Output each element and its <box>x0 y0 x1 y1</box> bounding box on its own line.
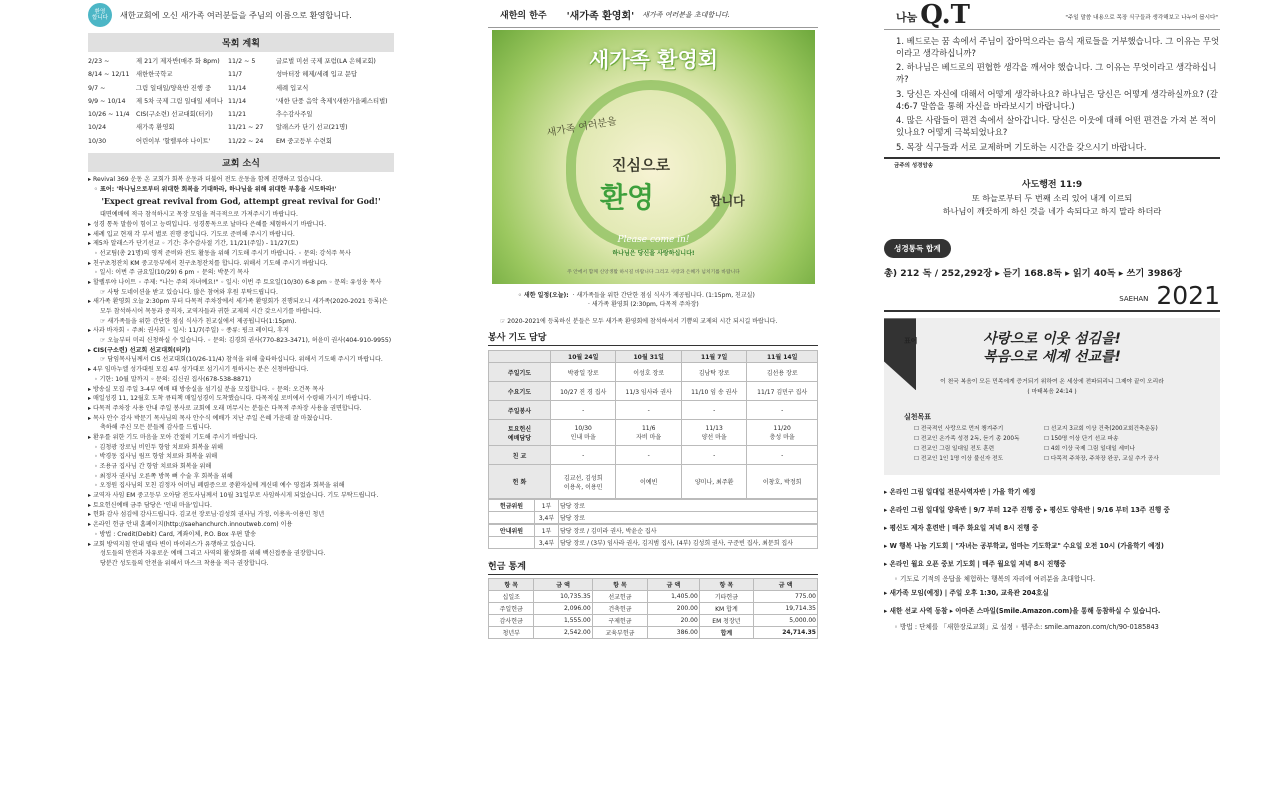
offering-cell: 주일헌금 <box>489 603 534 615</box>
schedule-cell: 새한한국학교 <box>136 71 173 79</box>
news-item: ▸ 온라인 헌금 안내 홈페이지(http://saehanchurch.innoutweb.com) 이용 <box>88 521 293 529</box>
offering-cell: 감사헌금 <box>489 615 534 627</box>
offering-title: 헌금 통계 <box>488 557 818 575</box>
usher-row-cell <box>489 537 535 549</box>
registration-item: ▸ 새가족 모임(예정) | 주일 오후 1:30, 교육관 204호실 <box>884 589 1049 598</box>
duty-cell: - <box>616 446 682 465</box>
news-item: ◦ 방법 : Credit(Debit) Card, 계좌이체, P.O. Box 우편 발송 <box>94 530 257 538</box>
offering-cell: 200.00 <box>648 603 700 615</box>
duty-header: 10월 31일 <box>616 351 682 363</box>
poster-script: Please come in! <box>617 235 690 245</box>
duty-cell: 토요헌신 예배담당 <box>489 420 551 446</box>
news-item: ▸ 사과 바자회 ◦ 주최: 권사회 ◦ 일시: 11/7(주일) ◦ 종류: 핑크 레이디, 후지 <box>88 327 289 335</box>
bulletin-right-column <box>884 0 1220 633</box>
news-item: ▸ 할렐루야 나이트 ◦ 주제: "나는 주의 자녀예요!" ◦ 일시: 이번 주 토요일(10/30) 6-8 pm ◦ 문의: 유성웅 목사 <box>88 278 382 286</box>
goal-item <box>1044 424 1159 434</box>
goal-text: 전교인 그림 일대일 전도 훈련 <box>920 446 995 453</box>
offering-cell: 기타헌금 <box>699 591 753 603</box>
schedule-cell: 추수감사주일 <box>275 111 313 119</box>
offering-cell: 5,000.00 <box>754 615 818 627</box>
duty-cell: - <box>551 401 616 420</box>
duty-cell: 11/17 김민구 집사 <box>747 382 818 401</box>
news-item: ◦ 일시: 이번 주 금요일(10/29) 6 pm ◦ 문의: 박문기 목사 <box>94 269 249 277</box>
news-item: ◦ 김청광 장로님 비인두 항암 치료와 회복을 위해 <box>94 443 223 451</box>
duty-cell: 이성호 장로 <box>616 363 682 382</box>
reading-badge: 성경통독 합계 <box>884 239 951 258</box>
news-item: ◦ 선교팀(총 21명)의 영적 준비와 전도 활동을 위해 기도해 주시기 바랍니다. ◦ 문의: 강석주 목사 <box>94 249 351 257</box>
offering-cell: 2,096.00 <box>534 603 592 615</box>
goal-item <box>914 444 1019 454</box>
news-item: ◦ 기한: 10월 말까지 ◦ 문의: 김신권 집사(678-538-8871) <box>94 375 252 383</box>
poster-line4: 합니다 <box>710 194 745 208</box>
schedule-row <box>88 95 394 108</box>
schedule-cell: 성마터장 헤제/세례 입교 문답 <box>275 71 358 79</box>
registration-item: ▸ W 행복 나눔 기도회 | "자녀는 공부학교, 엄마는 기도학교" 수요일 오전 10시 (가을학기 예정) <box>884 541 1164 550</box>
schedule-cell: 11/21 <box>227 111 247 119</box>
duty-cell: 11/3 임사라 권사 <box>616 382 682 401</box>
offering-header: 항 목 <box>489 579 534 591</box>
usher-row-cell: 3,4부 <box>535 537 559 549</box>
registration-item: ▸ 평신도 제자 훈련반 | 매주 화요일 저녁 8시 진행 중 <box>884 523 1039 532</box>
news-item: ☞ 사탕 도네이션을 받고 있습니다. 많은 참여와 후원 부탁드립니다. <box>100 288 278 296</box>
schedule-cell: 어린이부 '할렐루야 나이트' <box>136 137 211 145</box>
usher-row-cell: 담당 장로 / (3부) 임사라 권사, 김지범 집사, (4부) 김성희 권사, 구준빈 집사, 최문희 집사 <box>559 537 818 549</box>
usher-row-cell: 담당 장로 / 김미라 권사, 박윤순 집사 <box>559 525 818 537</box>
news-item: ◦ 박경동 집사님 림프 항암 치료와 회복을 위해 <box>94 453 218 461</box>
news-item: ▸ Revival 369 운동 온 교회가 회복 운동과 더불어 전도 운동을 함께 진행하고 있습니다. <box>88 176 323 184</box>
goal-item <box>914 454 1019 464</box>
schedule-cell: 그림 일대일/양육반 진행 중 <box>136 84 212 92</box>
goal-text: 전교인 1인 1명 이상 불신자 전도 <box>920 456 1004 463</box>
news-item: ◦ 조용규 집사님 간 항암 치료와 회복을 위해 <box>94 463 212 471</box>
schedule-cell: 글로벌 미션 국제 포럼(LA 은혜교회) <box>275 58 376 65</box>
offering-header: 항 목 <box>699 579 753 591</box>
schedule-cell: 세례 입교식 <box>275 84 309 92</box>
news-item: ▸ 헌화 감사 섬김에 감사드립니다. 김교선 장로님·김성희 권사님 가정, 이용옥·이용민 청년 <box>88 511 325 519</box>
duty-header: 11월 7일 <box>681 351 746 363</box>
goal-text: 전교인 온가족 성경 2독, 듣기 총 200독 <box>920 436 1020 443</box>
verse-label: 금주의 성경암송 <box>894 163 934 170</box>
offering-cell: 24,714.35 <box>754 627 818 639</box>
news-item: 모두 참석하시어 목동과 중직자, 교역자들과 귀한 교제의 시간 갖으시기를 바랍니다. <box>100 308 322 316</box>
schedule-cell: 11/14 <box>227 84 247 92</box>
goal-text: 4회 이상 국제 그림 일대일 세미나 <box>1050 446 1136 453</box>
qt-label: 나눔 <box>896 11 918 24</box>
duty-cell: 이예빈 <box>616 465 682 499</box>
offering-cell: 10,735.35 <box>534 591 592 603</box>
offering-row <box>489 615 818 627</box>
news-item: ▸ 친구초청잔치 KM 중고등부에서 친구초청잔치를 합니다. 위해서 기도해 주시기 바랍니다. <box>88 259 328 267</box>
verse-ref: 사도행전 11:9 <box>1021 180 1083 191</box>
duty-cell: 이창호, 박정희 <box>747 465 818 499</box>
news-item: ▸ 교회 방역지침 안내 델타 변이 바이러스가 유행하고 있습니다. <box>88 540 256 548</box>
year-label: 2021 <box>1156 281 1220 311</box>
duty-row <box>489 363 818 382</box>
registration-item: ▸ 온라인 그림 일대일 전문사역자반 | 가을 학기 예정 <box>884 488 1036 497</box>
news-item: ▸ 성경 통독 말씀이 힘이고 능력입니다. 성경통독으로 날마다 은혜를 체험하시기 바랍니다. <box>88 220 327 228</box>
schedule-cell: CIS(구소련) 선교대회(터키) <box>136 111 213 119</box>
duty-cell: 11/10 임 송 권사 <box>681 382 746 401</box>
usher-table <box>488 524 818 549</box>
offering-header: 금 액 <box>648 579 700 591</box>
offering-cell: 교육부헌금 <box>592 627 648 639</box>
goal-label: 실천목표 <box>904 413 932 422</box>
news-item: ☞ 담임목사님께서 CIS 선교대회(10/26-11/4) 참석을 위해 출타하십니다. 위해서 기도해 주시기 바랍니다. <box>100 356 383 364</box>
news-item: ▸ 환우를 위한 기도 마음을 모아 간절히 기도해 주시기 바랍니다. <box>88 433 258 441</box>
bulletin-middle-column <box>488 0 818 639</box>
offering-cell: EM 청장년 <box>699 615 753 627</box>
goal-text: 다목적 주차장, 주차장 완공, 교실 추가 공사 <box>1050 456 1159 463</box>
checkbox-icon: ☐ <box>914 446 921 453</box>
duty-cell: - <box>681 446 746 465</box>
offering-cell: 십일조 <box>489 591 534 603</box>
offering-cell: 1,405.00 <box>648 591 700 603</box>
news-item: ☞ 새가족들을 위한 간단한 점심 식사가 친교실에서 제공됩니다(1:15pm). <box>100 317 297 325</box>
checkbox-icon: ☐ <box>914 436 921 443</box>
goal-item <box>1044 434 1159 444</box>
news-item: ▸ 다목적 주차장 사용 안내 주일 봉사로 교회에 오래 머무시는 분들은 다목적 주차장 사용을 권면합니다. <box>88 404 362 412</box>
leader-row-cell: 담당 장로 <box>559 512 818 524</box>
offering-row <box>489 591 818 603</box>
duty-cell: - <box>681 401 746 420</box>
motto-line1: 사랑으로 이웃 섬김을! <box>983 331 1121 348</box>
poster-line3: 환영 <box>600 181 655 214</box>
schedule-cell: 11/14 <box>227 97 247 105</box>
offering-header: 금 액 <box>534 579 592 591</box>
schedule-cell: EM 중고등부 수련회 <box>275 137 332 145</box>
offering-cell: 19,714.35 <box>754 603 818 615</box>
memory-verse <box>884 157 1220 217</box>
schedule-cell: 제 5차 국제 그림 일대일 세미나 <box>136 97 224 105</box>
news-item: ▸ 방송실 모집 주일 3-4부 예배 때 방송실을 섬기실 분을 모집합니다. ◦ 문의: 오건목 목사 <box>88 385 325 393</box>
duty-row <box>489 382 818 401</box>
news-item: ▸ 새가족 환영회 오늘 2:30pm 부터 다목적 주차장에서 새가족 환영회가 진행되오니 새가족(2020-2021 등록)은 <box>88 298 388 306</box>
offering-cell: 1,555.00 <box>534 615 592 627</box>
duty-header: 10월 24일 <box>551 351 616 363</box>
reading-total: 총) 212 독 / 252,292장 ▸ 듣기 168.8독 ▸ 읽기 40독 ▸ 쓰기 3986장 <box>884 268 1182 280</box>
poster-line2: 진심으로 <box>612 156 670 174</box>
news-header: 교회 소식 <box>88 153 394 172</box>
schedule-row <box>88 121 394 134</box>
welcome-badge: 환영 합니다 <box>88 3 112 27</box>
goal-text: 선교지 3교회 이상 건축(200교회건축운동) <box>1050 426 1158 433</box>
offering-table <box>488 578 818 639</box>
motto-box <box>884 318 1220 475</box>
duty-header-row <box>489 351 818 363</box>
news-item: ▸ CIS(구소련) 선교회 선교대회(터키) <box>88 346 191 354</box>
offering-header-row <box>489 579 818 591</box>
offering-cell: 775.00 <box>754 591 818 603</box>
duty-cell: 김선용 장로 <box>747 363 818 382</box>
poster-line1: 새가족 여러분을 <box>545 115 618 140</box>
news-item: ▸ 세례 입교 현재 각 부서 별로 진행 중입니다. 기도로 준비해 주시기 바랍니다. <box>88 230 295 238</box>
motto-verse: 이 천국 복음이 모든 민족에게 증거되기 위하여 온 세상에 전파되리니 그제야 끝이 오리라 <box>940 379 1164 386</box>
news-item: 대면예배에 적극 참석하시고 목장 모임을 적극적으로 가져주시기 바랍니다. <box>100 211 298 219</box>
offering-cell: 선교헌금 <box>592 591 648 603</box>
qt-question: 2. 하나님은 베드로의 편협한 생각을 깨셔야 했습니다. 그 이유는 무엇이라고 생각하십니까? <box>896 62 1217 85</box>
offering-cell: KM 합계 <box>699 603 753 615</box>
schedule-cell: 알래스카 단기 선교(21명) <box>275 124 348 132</box>
schedule-cell: 새가족 환영회 <box>136 124 175 132</box>
usher-row <box>489 525 818 537</box>
duty-header <box>489 351 551 363</box>
welcome-row <box>88 0 394 30</box>
year-banner <box>884 283 1220 312</box>
news-item: ☞ 오늘부터 미리 신청하실 수 있습니다. ◦ 문의: 김경희 권사(770-823-3471), 허윤미 권사(404-910-9955) <box>100 337 392 345</box>
duty-table <box>488 350 818 499</box>
qt-question: 4. 많은 사람들이 편견 속에서 살아갑니다. 당신은 이웃에 대해 어떤 편견을 가져 본 적이 있나요? 어떻게 극복되었나요? <box>896 115 1217 137</box>
duty-cell: - <box>616 401 682 420</box>
leader-row-cell <box>489 512 535 524</box>
schedule-header: 목회 계획 <box>88 33 394 52</box>
offering-row <box>489 603 818 615</box>
qt-header <box>884 0 1220 30</box>
qt-sub: "주일 말씀 내용으로 목장 식구들과 생각해보고 나누어 봅시다" <box>1065 15 1218 21</box>
qt-question: 3. 당신은 자신에 대해서 어떻게 생각하나요? 하나님은 당신은 어떻게 생각하실까요? (갈4:6-7 말씀을 통해 자신을 바라보시기 바랍니다.) <box>896 88 1218 111</box>
today-label: ◦ 새한 일정(오늘): <box>518 292 569 299</box>
week-title-sub: 새가족 여러분을 초대합니다. <box>642 10 731 19</box>
news-item: ▸ 목사 안수 감사 박문기 목사님의 목사 안수식 예배가 지난 주일 은혜 가운데 잘 마쳤습니다. <box>88 414 333 422</box>
schedule-row <box>88 68 394 81</box>
schedule-row <box>88 108 394 121</box>
goal-item <box>1044 444 1159 454</box>
registration-item: ▸ 새한 선교 사역 동참 ▸ 아마존 스마일(Smile.Amazon.com)을 통해 동참하실 수 있습니다. <box>884 607 1161 616</box>
duty-title: 봉사 기도 담당 <box>488 328 818 346</box>
usher-row <box>489 537 818 549</box>
qt-questions <box>884 36 1220 153</box>
duty-cell: 주일기도 <box>489 363 551 382</box>
leader-row <box>489 500 818 512</box>
news-item: 성도들의 안전과 자유로운 예배 그리고 사역의 활성화를 위해 백신접종을 권장합니다. <box>100 550 326 558</box>
today-line2: · 새가족 환영회 (2:30pm, 다목적 주차장) <box>588 301 699 308</box>
schedule-table <box>88 55 394 148</box>
verse-line2: 하나님이 깨끗하게 하신 것을 네가 속되다고 하지 말라 하더라 <box>942 206 1162 217</box>
registration-item: ◦ 방법 : 단체를 「새한장로교회」로 설정 ◦ 웹주소: smile.amazon.com/ch/90-0185843 <box>894 622 1159 631</box>
qt-big: Q.T <box>920 0 971 30</box>
duty-cell: - <box>551 446 616 465</box>
welcome-text: 새한교회에 오신 새가족 여러분들을 주님의 이름으로 환영합니다. <box>120 9 352 20</box>
schedule-cell: 11/2 ~ 5 <box>227 58 256 65</box>
goal-item <box>1044 454 1159 464</box>
offering-cell: 청년부 <box>489 627 534 639</box>
qt-question: 5. 목장 식구들과 서로 교제하며 기도하는 시간을 갖으시기 바랍니다. <box>896 141 1147 152</box>
today-notice <box>518 291 818 309</box>
offering-cell: 386.00 <box>648 627 700 639</box>
today-line3: ☞ 2020-2021에 등록하신 분들은 모두 새가족 환영회에 참석하셔서 기쁨의 교제의 시간 되시길 바랍니다. <box>500 318 778 325</box>
checkbox-icon: ☐ <box>1044 446 1051 453</box>
leader-row <box>489 512 818 524</box>
registration-item: ▸ 온라인 월요 오픈 중보 기도회 | 매주 월요일 저녁 8시 진행중 <box>884 559 1067 568</box>
duty-row <box>489 420 818 446</box>
motto-label: 표어 <box>904 337 918 346</box>
duty-row <box>489 446 818 465</box>
schedule-row <box>88 55 394 68</box>
duty-cell: 김교선, 김성희 이용옥, 이용민 <box>551 465 616 499</box>
news-item: ▸ 토요헌신예배 금주 담당은 '인내 마을'입니다. <box>88 501 212 509</box>
schedule-cell: 10/30 <box>88 137 107 145</box>
schedule-cell: 10/24 <box>88 124 107 132</box>
duty-cell: 11/13 양선 마을 <box>681 420 746 446</box>
news-item: ◦ 오정원 집사님의 모친 김정자 어머님 폐렴증으로 중환자실에 계신데 예수 영접과 회복을 위해 <box>94 482 345 490</box>
checkbox-icon: ☐ <box>914 426 921 433</box>
saehan-label: SAEHAN <box>1119 295 1149 304</box>
duty-cell: 11/6 자비 마을 <box>616 420 682 446</box>
offering-cell: 2,542.00 <box>534 627 592 639</box>
checkbox-icon: ☐ <box>914 456 921 463</box>
checkbox-icon: ☐ <box>1044 426 1051 433</box>
schedule-cell: 10/26 ~ 11/4 <box>88 111 130 119</box>
duty-cell: - <box>747 401 818 420</box>
news-item: ▸ 매일성경 11, 12월호 도착 큐티책 매일성경이 도착했습니다. 다목적실 로비에서 수령해 가시기 바랍니다. <box>88 395 372 403</box>
leader-row-cell: 헌금위원 <box>489 500 535 512</box>
schedule-cell: 9/9 ~ 10/14 <box>88 97 126 105</box>
poster-bottom: 주 안에서 함께 신앙생활 하시길 바랍니다 그리고 사랑과 은혜가 넘치기를 바랍니다 <box>567 270 740 275</box>
leader-row-cell: 담당 장로 <box>559 500 818 512</box>
registration-item: ▸ 온라인 그림 일대일 양육반 | 9/7 부터 12주 진행 중 ▸ 평신도 양육반 | 9/16 부터 13주 진행 중 <box>884 506 1170 515</box>
schedule-cell: 11/21 ~ 27 <box>227 124 264 132</box>
duty-cell: 10/30 인내 마을 <box>551 420 616 446</box>
motto-line2: 복음으로 세계 선교를! <box>983 349 1121 366</box>
checkbox-icon: ☐ <box>1044 456 1051 463</box>
offering-cell: 합계 <box>699 627 753 639</box>
duty-header: 11월 14일 <box>747 351 818 363</box>
duty-cell: 11/20 충성 마을 <box>747 420 818 446</box>
duty-cell: 박광일 장로 <box>551 363 616 382</box>
schedule-cell: 9/7 ~ <box>88 84 106 92</box>
offering-header: 항 목 <box>592 579 648 591</box>
news-item: 'Expect great revival from God, attempt great revival for God!' <box>101 196 381 207</box>
week-title-left: 새한의 한주 <box>500 11 547 21</box>
bulletin-left-column <box>88 0 394 569</box>
schedule-cell: 제 21기 제자반(매주 화 8pm) <box>136 58 220 65</box>
duty-cell: 헌 화 <box>489 465 551 499</box>
news-item: ◦ 표어: '하나님으로부터 위대한 회복을 기대하라, 하나님을 위해 위대한 부흥을 시도하라!' <box>94 185 337 193</box>
goals-right <box>1044 424 1159 464</box>
today-line1: · 새가족들을 위한 간단한 점심 식사가 제공됩니다. (1:15pm, 친교실) <box>572 292 755 299</box>
offering-cell: 건축헌금 <box>592 603 648 615</box>
leader-row-cell: 1부 <box>535 500 559 512</box>
duty-row <box>489 401 818 420</box>
schedule-row <box>88 135 394 148</box>
registration-item: ◦ 기도로 기적의 응답을 체험하는 행복의 자리에 여러분을 초대합니다. <box>894 575 1096 584</box>
poster-headline: 새가족 환영회 <box>588 48 719 72</box>
schedule-cell: 11/22 ~ 24 <box>227 137 264 145</box>
qt-question: 1. 베드로는 꿈 속에서 주님이 잡아먹으라는 음식 재료들을 거부했습니다. 그 이유는 무엇이라고 생각하십니까? <box>896 36 1220 58</box>
duty-cell: 수요기도 <box>489 382 551 401</box>
news-item: ▸ 교역자 사임 EM 중고등부 오아담 전도사님께서 10월 31일부로 사임하시게 되었습니다. 기도 부탁드립니다. <box>88 492 379 500</box>
news-item: ◦ 최정자 권사님 오른쪽 방목 뼈 수술 후 회복을 위해 <box>94 472 233 480</box>
duty-cell: 친 교 <box>489 446 551 465</box>
offering-cell: 구제헌금 <box>592 615 648 627</box>
schedule-cell: 11/7 <box>227 71 243 79</box>
leader-row-cell: 3,4부 <box>535 512 559 524</box>
usher-row-cell: 1부 <box>535 525 559 537</box>
news-item: 축하해 주신 모든 분들께 감사를 드립니다. <box>100 424 212 432</box>
welcome-poster <box>492 30 815 284</box>
goal-text: 150명 이상 단기 선교 파송 <box>1050 436 1119 443</box>
news-list <box>88 175 394 569</box>
poster-love: 하나님은 당신을 사랑하십니다! <box>612 250 695 257</box>
news-item: ▸ 제5차 알래스카 단기선교 ◦ 기간: 추수감사절 기간, 11/21(주일) - 11/27(토) <box>88 240 299 248</box>
registration-list <box>884 484 1220 633</box>
goals-left <box>914 424 1019 464</box>
motto-ref: ( 마태복음 24:14 ) <box>1027 389 1077 396</box>
duty-cell: 10/27 진 경 집사 <box>551 382 616 401</box>
schedule-cell: 8/14 ~ 12/11 <box>88 71 130 79</box>
verse-line1: 또 하늘로부터 두 번째 소리 있어 내게 이르되 <box>971 193 1133 204</box>
week-title <box>488 2 818 28</box>
duty-cell: 주일봉사 <box>489 401 551 420</box>
schedule-row <box>88 82 394 95</box>
schedule-cell: '새한 단풍 음악 축제'(새한가을페스티벌) <box>275 97 388 105</box>
week-title-main: '새가족 환영회' <box>566 11 635 22</box>
goal-item <box>914 424 1019 434</box>
offering-cell: 20.00 <box>648 615 700 627</box>
duty-cell: 김남탁 장로 <box>681 363 746 382</box>
duty-cell: - <box>747 446 818 465</box>
goal-item <box>914 434 1019 444</box>
offering-header: 금 액 <box>754 579 818 591</box>
checkbox-icon: ☐ <box>1044 436 1051 443</box>
duty-cell: 양미나, 최주환 <box>681 465 746 499</box>
news-item: 당분간 성도들의 안전을 위해서 마스크 착용을 적극 권장합니다. <box>100 559 269 567</box>
usher-row-cell: 안내위원 <box>489 525 535 537</box>
offering-leader-table <box>488 499 818 524</box>
goal-text: 전국적인 사랑으로 먼저 챙겨주기 <box>920 426 1004 433</box>
schedule-cell: 2/23 ~ <box>88 58 110 65</box>
offering-row <box>489 627 818 639</box>
duty-row <box>489 465 818 499</box>
news-item: ▸ 4부 임마누엘 성가대원 모집 4부 성가대로 섬기시기 원하시는 분은 신청바랍니다. <box>88 366 309 374</box>
